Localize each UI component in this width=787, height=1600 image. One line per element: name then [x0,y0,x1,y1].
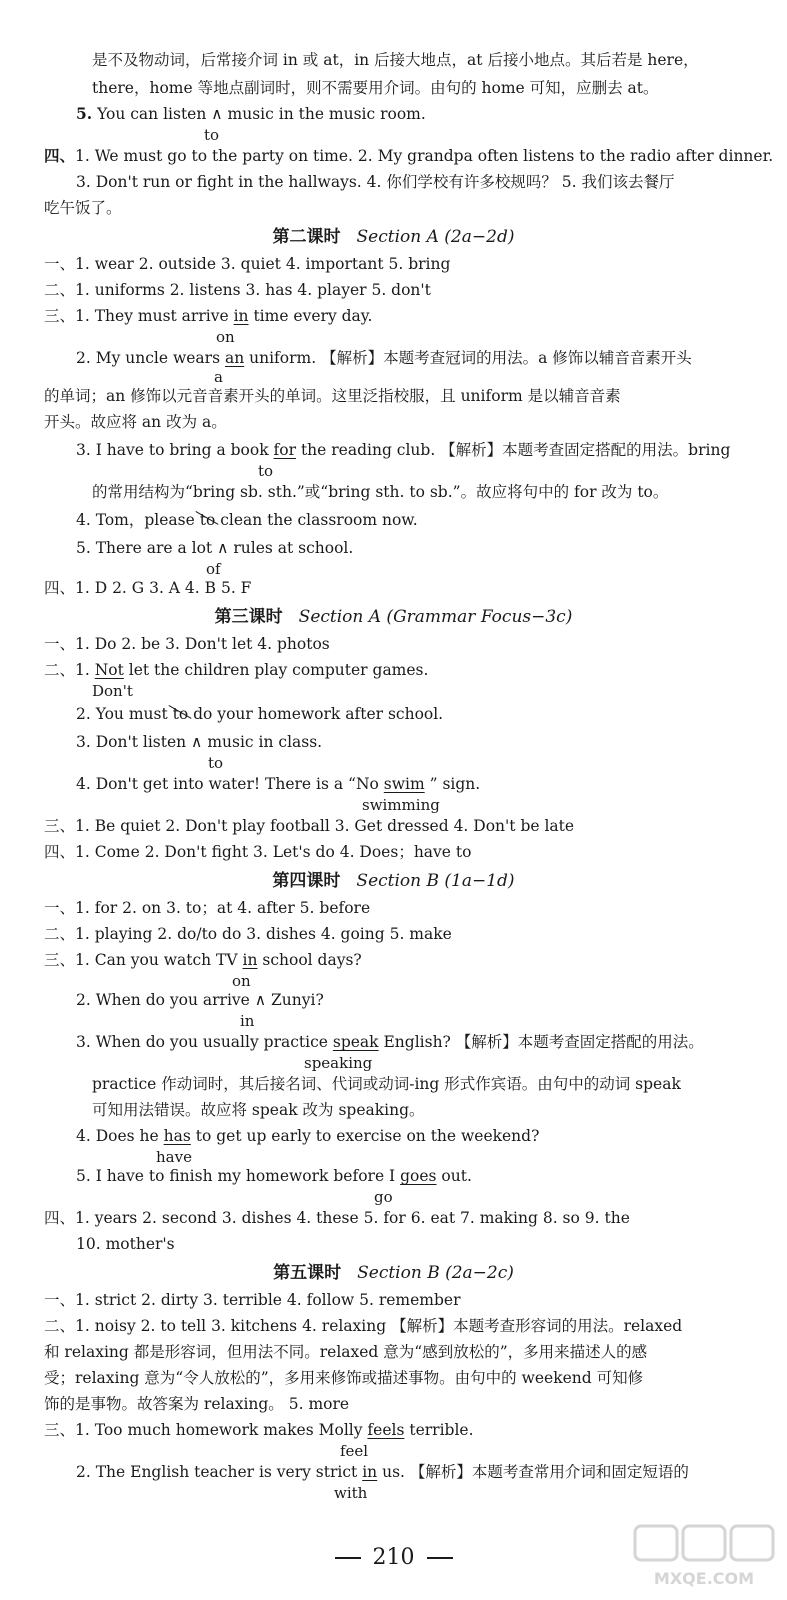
answer-line: 一、1. for 2. on 3. to；at 4. after 5. before [44,899,371,917]
deleted-word: to [199,511,216,529]
answer-line [76,510,418,530]
correction-text: on [232,972,251,990]
error-word: in [242,951,258,969]
lesson-heading [0,1262,787,1284]
error-word: speak [332,1033,379,1051]
answer-line [44,950,362,970]
correction-text: in [240,1012,255,1030]
sentence-text: 4. Does he [76,1127,164,1145]
sentence-text: out. [436,1167,472,1185]
sentence-text: do your homework after school. [188,705,444,723]
answer-line [76,104,426,124]
watermark-logo [629,1522,779,1592]
sentence-text: 4. Tom，please [76,511,200,529]
correction-text: a [214,368,223,386]
answer-line [76,440,730,460]
sentence-text: 2. My uncle wears [76,349,225,367]
lesson-section: Section B (2a−2c) [357,1263,514,1283]
sentence-text: 2. The English teacher is very strict [76,1463,363,1481]
answer-line [76,1462,689,1482]
error-word: swim [383,775,425,793]
page-number-text: 210 [372,1545,415,1570]
lesson-title: 第三课时 [214,607,283,627]
error-word: for [273,441,297,459]
sentence-text: ” sign. [424,775,481,793]
correction-text: speaking [304,1054,373,1072]
error-word: in [233,307,249,325]
sentence-text: let the children play computer games. [123,661,429,679]
item-number: 5. [76,104,93,123]
correction-text: Don't [92,682,133,700]
sentence-text: 二、1. [44,661,95,679]
answer-line: 二、1. noisy 2. to tell 3. kitchens 4. relaxing 【解析】本题考查形容词的用法。relaxed [44,1317,683,1335]
answer-line: 吃午饭了。 [44,199,122,217]
explanation-line: 饰的是事物。故答案为 relaxing。 5. more [44,1395,350,1413]
correction-text: swimming [362,796,440,814]
answer-line [44,1420,474,1440]
lesson-section: Section A (Grammar Focus−3c) [298,607,573,627]
correction-text: to [204,126,220,144]
error-word: feels [367,1421,405,1439]
error-word: has [163,1127,191,1145]
sentence-text: English? 【解析】本题考查固定搭配的用法。 [378,1033,704,1051]
explanation-line: 开头。故应将 an 改为 a。 [44,413,227,431]
answer-line [76,1166,472,1186]
answer-line [44,660,428,680]
section-four-line [44,146,773,166]
answer-line: 2. When do you arrive ∧ Zunyi? [76,991,324,1009]
answer-line: 10. mother's [76,1235,175,1253]
answer-line [76,1126,539,1146]
sentence-text: 5. I have to finish my homework before I [76,1167,401,1185]
explanation-line: 受；relaxing 意为“令人放松的”，多用来修饰或描述事物。由句中的 weekend 可知修 [44,1369,644,1387]
answer-line: 二、1. playing 2. do/to do 3. dishes 4. going 5. make [44,925,452,943]
sentence-text: school days? [257,951,362,969]
sentence-text: 3. I have to bring a book [76,441,274,459]
answer-line [76,704,443,724]
answer-line [76,1032,704,1052]
explanation-line: practice 作动词时，其后接名词、代词或动词-ing 形式作宾语。由句中的动词 speak [92,1075,681,1093]
sentence-text: terrible. [404,1421,474,1439]
sentence-text: 三、1. Too much homework makes Molly [44,1421,368,1439]
sentence-text: 三、1. They must arrive [44,307,234,325]
answer-line: 一、1. wear 2. outside 3. quiet 4. important 5. bring [44,255,451,273]
explanation-line: 的单词；an 修饰以元音音素开头的单词。这里泛指校服，且 uniform 是以辅音音素 [44,387,621,405]
answer-line [76,348,692,368]
sentence-text: 三、1. Can you watch TV [44,951,243,969]
sentence-text: 4. Don't get into water! There is a “No [76,775,384,793]
sentence-text: to get up early to exercise on the weekend? [190,1127,540,1145]
sentence-text: clean the classroom now. [215,511,418,529]
answer-line: 一、1. strict 2. dirty 3. terrible 4. follow 5. remember [44,1291,461,1309]
sentence-text: You can listen ∧ music in the music room. [97,105,426,123]
correction-text: of [206,560,221,578]
answer-line [44,306,372,326]
answer-line: 二、1. uniforms 2. listens 3. has 4. player 5. don't [44,281,431,299]
deleted-word: to [172,705,189,723]
lesson-heading [0,226,787,248]
explanation-line: there，home 等地点副词时，则不需要用介词。由句的 home 可知，应删去 at。 [92,79,659,97]
sentence-text: uniform. 【解析】本题考查冠词的用法。a 修饰以辅音音素开头 [244,349,692,367]
answer-line: 四、1. Come 2. Don't fight 3. Let's do 4. Does；have to [44,843,472,861]
sentence-text: the reading club. 【解析】本题考查固定搭配的用法。bring [296,441,731,459]
correction-text: to [258,462,274,480]
sentence-text: 2. You must [76,705,173,723]
answer-line: 四、1. D 2. G 3. A 4. B 5. F [44,579,252,597]
explanation-line: 是不及物动词，后常接介词 in 或 at，in 后接大地点，at 后接小地点。其后若是 here， [92,51,699,69]
correction-text: feel [340,1442,369,1460]
lesson-heading [0,870,787,892]
correction-text: have [156,1148,192,1166]
sentence-text: time every day. [248,307,373,325]
explanation-line: 的常用结构为“bring sb. sth.”或“bring sth. to sb.”。故应将句中的 for 改为 to。 [92,483,669,501]
lesson-title: 第五课时 [273,1263,342,1283]
answer-line: 三、1. Be quiet 2. Don't play football 3. Get dressed 4. Don't be late [44,817,575,835]
lesson-title: 第二课时 [272,227,341,247]
correction-text: with [334,1484,368,1502]
sentence-text: us. 【解析】本题考查常用介词和固定短语的 [377,1463,689,1481]
lesson-heading [0,606,787,628]
error-word: an [224,349,245,367]
answer-line: 四、1. years 2. second 3. dishes 4. these 5. for 6. eat 7. making 8. so 9. the [44,1209,630,1227]
section-label: 四、 [44,146,76,165]
page-number-dash [427,1557,453,1559]
explanation-line: 可知用法错误。故应将 speak 改为 speaking。 [92,1101,425,1119]
error-word: Not [94,661,124,679]
answer-line: 5. There are a lot ∧ rules at school. [76,539,354,557]
answer-line: 3. Don't listen ∧ music in class. [76,733,323,751]
answer-line [76,774,480,794]
page-number-dash [335,1557,361,1559]
lesson-section: Section A (2a−2d) [356,227,515,247]
correction-text: to [208,754,224,772]
lesson-title: 第四课时 [272,871,341,891]
watermark-text: MXQE.COM [653,1569,755,1588]
sentence-text: 3. When do you usually practice [76,1033,333,1051]
correction-text: on [216,328,235,346]
correction-text: go [374,1188,393,1206]
answer-text: 1. We must go to the party on time. 2. My grandpa often listens to the radio after dinner. [75,147,774,165]
answer-line: 一、1. Do 2. be 3. Don't let 4. photos [44,635,330,653]
error-word: in [362,1463,378,1481]
explanation-line: 和 relaxing 都是形容词，但用法不同。relaxed 意为“感到放松的”，多用来描述人的感 [44,1343,648,1361]
answer-line: 3. Don't run or fight in the hallways. 4. 你们学校有许多校规吗？ 5. 我们该去餐厅 [76,173,675,191]
lesson-section: Section B (1a−1d) [356,871,515,891]
error-word: goes [400,1167,437,1185]
